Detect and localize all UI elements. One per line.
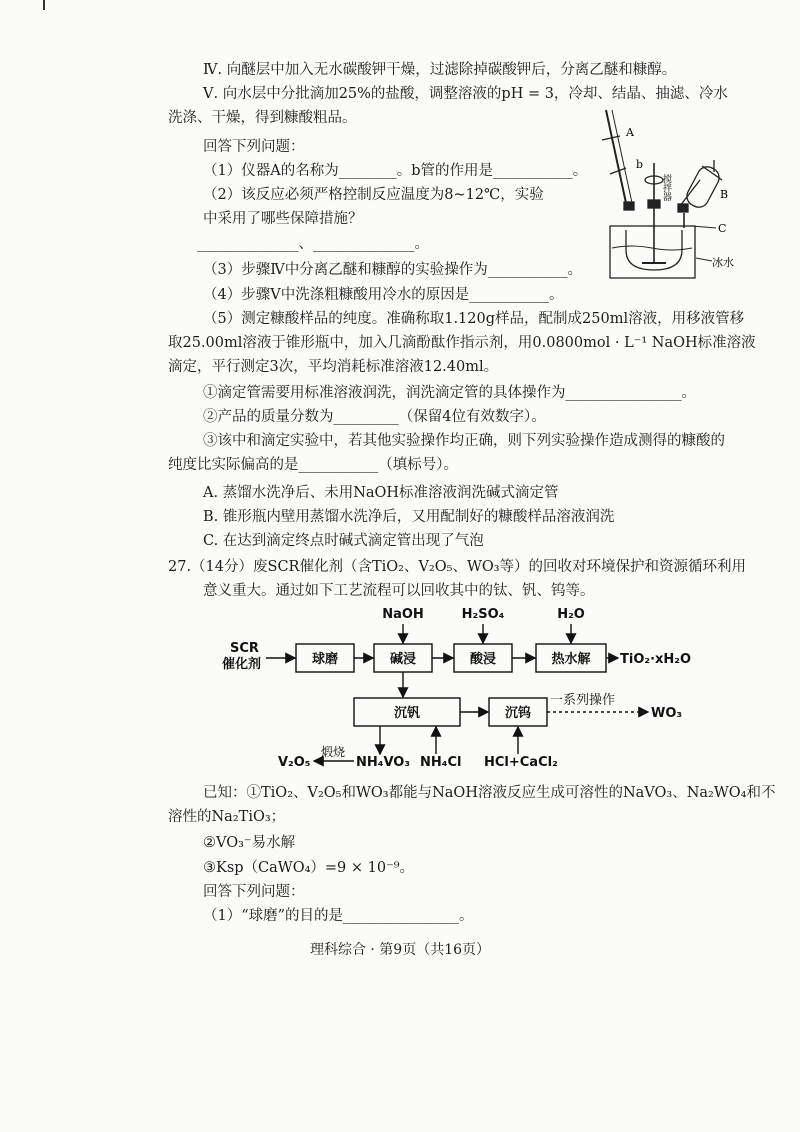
step-v-line1: Ⅴ. 向水层中分批滴加25%的盐酸，调整溶液的pH = 3，冷却、结晶、抽滤、冷水 bbox=[203, 86, 728, 102]
funnel-b bbox=[683, 163, 722, 210]
problem-27-line2: 意义重大。通过如下工艺流程可以回收其中的钛、钒、钨等。 bbox=[203, 583, 595, 599]
flow-nh4cl: NH₄Cl bbox=[420, 755, 462, 770]
flow-series-ops: 一系列操作 bbox=[550, 693, 616, 708]
apparatus-diagram bbox=[592, 108, 742, 283]
flow-precip-v: 沉钒 bbox=[393, 706, 421, 721]
flow-nh4vo3: NH₄VO₃ bbox=[356, 755, 411, 770]
question-5-line3: 滴定，平行测定3次，平均消耗标准溶液12.40ml。 bbox=[168, 359, 499, 375]
flow-ball-mill: 球磨 bbox=[311, 652, 339, 667]
question-5-line2: 取25.00ml溶液于锥形瓶中，加入几滴酚酞作指示剂，用0.0800mol · L⁻¹ NaOH标准溶液 bbox=[168, 335, 756, 351]
sub-question-2: ②产品的质量分数为_________（保留4位有效数字）。 bbox=[203, 409, 546, 425]
problem-27-line1: 27.（14分）废SCR催化剂（含TiO₂、V₂O₅、WO₃等）的回收对环境保护和资源循环利用 bbox=[168, 559, 747, 575]
answer-prompt-2: 回答下列问题： bbox=[203, 884, 305, 900]
flow-product-v2o5: V₂O₅ bbox=[278, 755, 311, 770]
flow-acid-leach: 酸浸 bbox=[469, 652, 497, 667]
margin-mark bbox=[43, 0, 45, 10]
question-2-line1: （2）该反应必须严格控制反应温度为8~12℃，实验 bbox=[203, 187, 544, 203]
flow-start-line2: 催化剂 bbox=[222, 657, 262, 672]
question-1: （1）仪器A的名称为________。b管的作用是___________。 bbox=[203, 163, 588, 179]
label-stirrer: 搅拌器 bbox=[661, 174, 671, 201]
sub-question-3-line2: 纯度比实际偏高的是___________（填标号）。 bbox=[168, 457, 458, 473]
flow-hcl-cacl2: HCl+CaCl₂ bbox=[484, 755, 558, 770]
label-a: A bbox=[626, 126, 634, 139]
label-ice-water: 冰水 bbox=[712, 256, 734, 269]
flow-reagent-naoh: NaOH bbox=[382, 607, 424, 622]
flow-alkali-leach: 碱浸 bbox=[389, 652, 417, 667]
flow-product-tio2: TiO₂·xH₂O bbox=[620, 652, 692, 667]
label-b: B bbox=[720, 188, 729, 201]
page-footer: 理科综合 · 第9页（共16页） bbox=[309, 942, 491, 958]
sub-question-1: ①滴定管需要用标准溶液润洗，润洗滴定管的具体操作为________________。 bbox=[203, 385, 696, 401]
question-3: （3）步骤Ⅳ中分离乙醚和糠醇的实验操作为___________。 bbox=[203, 262, 582, 278]
label-c: C bbox=[718, 222, 727, 235]
option-b: B. 锥形瓶内壁用蒸馏水洗净后，又用配制好的糠酸样品溶液润洗 bbox=[203, 509, 615, 525]
option-c: C. 在达到滴定终点时碱式滴定管出现了气泡 bbox=[203, 533, 484, 549]
flow-calcine: 煅烧 bbox=[321, 745, 346, 759]
flow-hydrolysis: 热水解 bbox=[551, 652, 591, 667]
step-v-line2: 洗涤、干燥，得到糠酸粗品。 bbox=[168, 110, 357, 126]
known-3: ③Ksp（CaWO₄）=9 × 10⁻⁹。 bbox=[203, 860, 415, 876]
known-2: ②VO₃⁻易水解 bbox=[203, 835, 296, 851]
known-1-line1: 已知：①TiO₂、V₂O₅和WO₃都能与NaOH溶液反应生成可溶性的NaVO₃、Na₂WO₄和不 bbox=[203, 785, 776, 801]
question-2-line2: 中采用了哪些保障措施？ bbox=[203, 211, 363, 227]
sub-question-3-line1: ③该中和滴定实验中，若其他实验操作均正确，则下列实验操作造成测得的糠酸的 bbox=[203, 433, 725, 449]
step-iv: Ⅳ. 向醚层中加入无水碳酸钾干燥，过滤除掉碳酸钾后，分离乙醚和糠醇。 bbox=[203, 62, 677, 78]
label-b-tube: b bbox=[636, 158, 644, 171]
process-flow-diagram bbox=[208, 604, 728, 774]
option-a: A. 蒸馏水洗净后、未用NaOH标准溶液润洗碱式滴定管 bbox=[203, 485, 559, 501]
flow-product-wo3: WO₃ bbox=[651, 706, 683, 721]
flow-question-1: （1）“球磨”的目的是________________。 bbox=[203, 908, 474, 924]
flow-start-line1: SCR bbox=[230, 641, 259, 656]
flow-reagent-h2so4: H₂SO₄ bbox=[461, 607, 505, 622]
condenser-a bbox=[606, 110, 626, 203]
answer-prompt: 回答下列问题： bbox=[203, 139, 305, 155]
question-5-line1: （5）测定糠酸样品的纯度。准确称取1.120g样品，配制成250ml溶液，用移液管移 bbox=[203, 311, 745, 327]
question-4: （4）步骤Ⅴ中洗涤粗糠酸用冷水的原因是___________。 bbox=[203, 287, 564, 303]
flow-reagent-h2o: H₂O bbox=[557, 607, 585, 622]
question-2-blanks: ______________、______________。 bbox=[197, 236, 429, 252]
known-1-line2: 溶性的Na₂TiO₃； bbox=[168, 809, 286, 825]
flow-precip-w: 沉钨 bbox=[504, 706, 532, 721]
